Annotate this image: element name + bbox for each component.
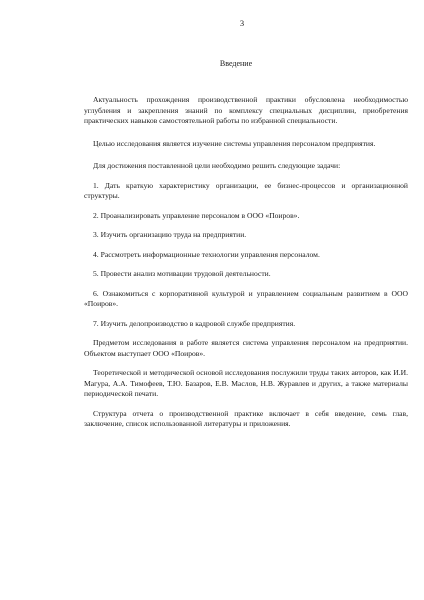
task-item-2: 2. Проанализировать управление персоналом в ООО «Поиров». [93,210,300,220]
paragraph-relevance: Актуальность прохождения производственной практики обусловлена необходимостью углубления и закрепления знаний по комплексу специальных дисциплин, приобретения практических навыков самостоятельной работы по избранной специальности. [84,95,408,125]
task-item-5: 5. Провести анализ мотивации трудовой деятельности. [93,269,271,278]
paragraph-structure: Структура отчета о производственной практике включает в себя введение, семь глав, заключение, список использованной литературы и приложения. [84,408,408,428]
body-text [84,95,408,430]
page-number: 3 [239,18,245,28]
paragraph-theory: Теоретической и методической основой исследования послужили труды таких авторов, как И.И. Магура, А.А. Тимофеев, Т.Ю. Базаров, Е.В. Маслов, Н.В. Журавлев и других, а также материалы периодической печати. [84,368,408,398]
paragraph-goal: Целью исследования является изучение системы управления персоналом предприятия. [93,138,376,148]
task-item-7: 7. Изучить делопроизводство в кадровой службе предприятия. [93,318,296,328]
task-item-6: 6. Ознакомиться с корпоративной культурой и управлением социальным развитием в ООО «Поиров». [84,288,408,308]
paragraph-subject: Предметом исследования в работе является система управления персоналом на предприятии. Объектом выступает ООО «Поиров». [84,338,408,358]
task-item-3: 3. Изучить организацию труда на предприятии. [93,230,247,239]
paragraph-tasks-intro: Для достижения поставленной цели необходимо решить следующие задачи: [93,161,341,170]
task-item-1: 1. Дать краткую характеристику организации, ее бизнес-процессов и организационной структуры. [84,180,408,200]
section-heading: Введение [219,59,253,68]
task-item-4: 4. Рассмотреть информационные технологии управления персоналом. [93,249,320,259]
